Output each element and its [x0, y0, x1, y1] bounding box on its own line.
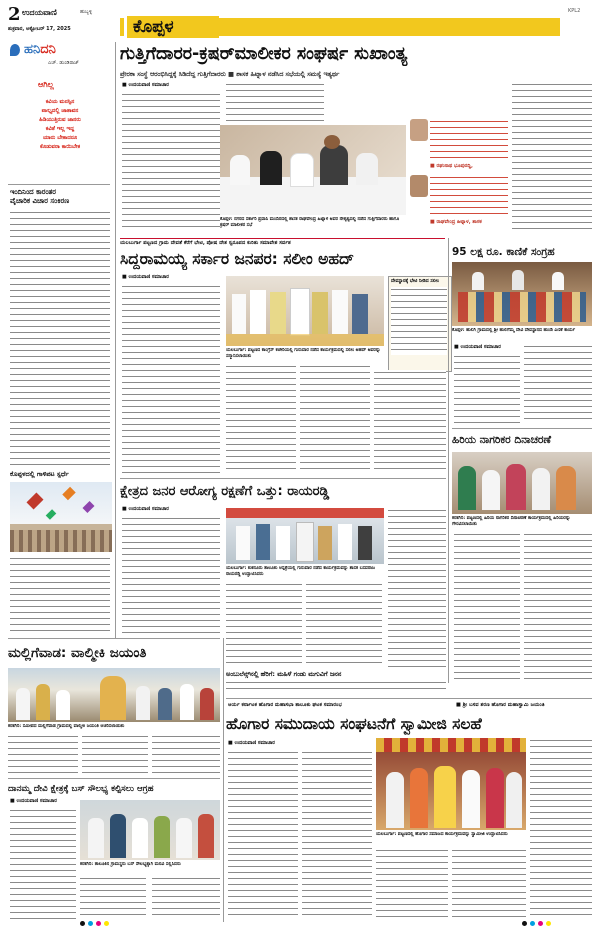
lead-col-1	[122, 92, 220, 230]
poem-line: ಯಾರು ಬೇಕಾದರೂ	[42, 135, 78, 141]
hogara-caption: ಯಲಬುರ್ಗಾ: ಪಟ್ಟಣದಲ್ಲಿ ಹೊಗಾರ ಸಮಾಜದ ಕಾರ್ಯಕ್ರಮವನ್ನು ಸ್ವಾಮೀಜಿ ಉದ್ಘಾಟಿಸಿದರು	[376, 832, 508, 837]
masthead	[0, 0, 600, 38]
hogara-kicker: ಆರ್ಯ ಕರ್ನಾಟಕ ಹೊಗಾರ ಮಹಾಸಭಾ ತಾಲೂಕು ಘಟಕ ಸಮಾರಂಭ	[228, 702, 342, 708]
malli-caption: ಕನಕಗಿರಿ: ಸಮೀಪದ ಮಲ್ಲಿಗೆವಾಡ ಗ್ರಾಮದಲ್ಲಿ ವಾಲ್ಮೀಕಿ ಜಯಂತಿ ಆಚರಿಸಲಾಯಿತು	[8, 724, 125, 729]
registration-marks-left	[80, 921, 120, 927]
hogara-col-4	[452, 848, 526, 920]
lead-col-right	[512, 82, 592, 232]
paper-name: ಉದಯವಾಣಿ	[22, 8, 57, 17]
raya-photo	[226, 508, 384, 564]
quote2-photo	[410, 175, 428, 197]
lead-headline: ಗುತ್ತಿಗೆದಾರರ-ಕ್ರಷರ್‌ಮಾಲೀಕರ ಸಂಘರ್ಷ ಸುಖಾಂತ್ಯ	[120, 44, 408, 64]
banner-byline: ■ ಉದಯವಾಣಿ ಸಮಾಚಾರ	[122, 274, 169, 280]
lead-subhead: ಪ್ರೇರಕಾ ಸಂಸ್ಥೆ ಆರಂಭಿಸಿದ್ದಕ್ಕೆ ಸಿಡಿದೆದ್ದ ಗುತ್ತಿಗೆದಾರರು ■ ಶಾಸಕ ಹಿಟ್ನಾಳ ನಡೆಸಿದ ಸಭೆಯಲ್ಲಿ ಸಮಸ್ಯೆ ಇತ್ಯರ್ಥ	[120, 70, 340, 78]
poem-line: ಹಿಡಿಯುತ್ತಿರುವ ಜಾನರು	[39, 117, 81, 123]
danam-col-1	[10, 808, 76, 920]
banner-headline: ಸಿದ್ದರಾಮಯ್ಯ ಸರ್ಕಾರ ಜನಪರ: ಸಲೀಂ ಅಹದ್	[120, 250, 355, 268]
malli-photo	[8, 668, 220, 722]
left-story-body	[10, 210, 110, 468]
lead-quote-box	[410, 115, 508, 231]
hanidani-brand	[24, 42, 56, 57]
raya-headline: ಕ್ಷೇತ್ರದ ಜನರ ಆರೋಗ್ಯ ರಕ್ಷಣೆಗೆ ಒತ್ತು: ರಾಯರಡ್ಡಿ	[120, 484, 330, 499]
banner-box	[388, 276, 452, 372]
kite-story-body	[10, 556, 110, 634]
quote2-name: ■ ರಾಘವೇಂದ್ರ ಹಿಟ್ನಾಳ, ಶಾಸಕ	[430, 219, 482, 225]
issue-date: ಶುಕ್ರವಾರ, ಅಕ್ಟೋಬರ್ 17, 2025	[8, 26, 71, 32]
danam-byline: ■ ಉದಯವಾಣಿ ಸಮಾಚಾರ	[10, 798, 57, 804]
banner-box-title: ದೇವಸ್ಥಾನಕ್ಕೆ ಭೇಟಿ ನೀಡಿದ ಸಲೀಂ	[391, 279, 440, 284]
raya-col-3	[306, 582, 382, 668]
hogara-kicker-2: ■ ಶ್ರೀ ಬಸವ ಶರಣ ಹೊಗಾರ ಮಹಾಸ್ವಾಮಿ ಜಯಂತಿ	[456, 702, 545, 708]
poem-line: ಕೊಡುವರಾ ಕಾಯಿಬೇಕ	[39, 144, 81, 150]
hogara-col-1	[228, 750, 298, 920]
left-story-title-1: ಇಂದಿನಿಂದ ಕಾರಂತರ	[10, 188, 56, 196]
malli-body-2	[82, 734, 148, 776]
raya-caption: ಯಲಬುರ್ಗಾ: ಕುಕನೂರು ತಾಲೂಕು ಆಸ್ಪತ್ರೆಯಲ್ಲಿ ಗುರುವಾರ ನಡೆದ ಕಾರ್ಯಕ್ರಮವನ್ನು ಶಾಸಕ ಬಸವರಾಜ ರಾಯರಡ್ಡಿ ಉದ್ಘಾಟಿಸಿದರು	[226, 566, 375, 577]
hogara-photo	[376, 738, 526, 830]
banner-photo	[226, 276, 384, 346]
raya-byline: ■ ಉದಯವಾಣಿ ಸಮಾಚಾರ	[122, 506, 169, 512]
right-col-body-2	[524, 344, 592, 424]
hanidani-author: ಎಚ್. ಡುಂಡಿರಾಜ್	[48, 60, 79, 66]
page-number: 2	[8, 4, 21, 25]
hogara-col-2	[302, 750, 372, 920]
hanidani-logo-drop	[10, 44, 20, 56]
danam-col-3	[152, 876, 220, 920]
danam-headline: ದಾನಮ್ಮ ದೇವಿ ಕ್ಷೇತ್ರಕ್ಕೆ ಬಸ್ ಸೌಲಭ್ಯ ಕಲ್ಪಿಸಲು ಆಗ್ರಹ	[8, 784, 154, 794]
section-title: ಕೊಪ್ಪಳ	[133, 17, 174, 37]
hanidani-box	[8, 42, 110, 182]
banner-col-4	[374, 370, 446, 474]
quote1-name: ■ ರಘುನಾಥ ಭೂಪುರದ್ದಿ,	[430, 163, 473, 169]
elders-photo	[452, 452, 592, 514]
section-title-box	[124, 16, 219, 38]
right-headline-2: ಹಿರಿಯ ನಾಗರಿಕರ ದಿನಾಚರಣೆ	[452, 434, 552, 446]
quote1-photo	[410, 119, 428, 141]
raya-col-4	[388, 508, 446, 668]
danam-caption: ಕನಕಗಿರಿ: ತಾಲೂಕಿನ ಗ್ರಾಮಸ್ಥರು ಬಸ್ ಸೌಲಭ್ಯಕ್ಕಾಗಿ ಮನವಿ ಸಲ್ಲಿಸಿದರು	[80, 862, 181, 867]
kite-photo-title: ಕೊಪ್ಪಳದಲ್ಲಿ ಗಾಳಿಪಟ ಸ್ಪರ್ಧೆ	[10, 470, 69, 478]
danam-col-2	[80, 876, 146, 920]
raya-col-2	[226, 582, 302, 668]
poem-line: ಪಾಲ್ತ್ಯದಲ್ಲಿ ಜಾತಾವನ	[41, 108, 79, 114]
right-byline-1: ■ ಉದಯವಾಣಿ ಸಮಾಚಾರ	[454, 344, 501, 350]
hogara-byline: ■ ಉದಯವಾಣಿ ಸಮಾಚಾರ	[228, 740, 275, 746]
left-story-title-2: ವೈಚಾರಿಕ ವಿಚಾರ ಸಂಕಿರಣ	[10, 197, 70, 205]
hundi-caption: ಕೊಪ್ಪಳ: ಹುಲಿಗಿ ಗ್ರಾಮದಲ್ಲಿ ಶ್ರೀ ಹುಲಿಗೆಮ್ಮ ದೇವಿ ದೇವಸ್ಥಾನದ ಹುಂಡಿ ಎಣಿಕೆ ಕಾರ್ಯ	[452, 328, 576, 333]
lead-byline: ■ ಉದಯವಾಣಿ ಸಮಾಚಾರ	[122, 82, 169, 88]
ambulance-headline: ಅಂಬುಲೆನ್ಸ್‌ನಲ್ಲಿ ಹೆರಿಗೆ: ಮಹಿಳೆ ಗಂಡು ಮಗುವಿಗೆ ಜನನ	[226, 670, 342, 678]
banner-kicker: ಯಲಬುರ್ಗಾ ಪಟ್ಟಣದ ಗ್ರಾಮ ದೇವತೆ ಕೆರೆಗೆ ಭೇಟಿ, ಪೋಷ ದೇಶ ಸ್ವರೂಪದ ಕುರಿತು ಸಮಾವೇಶ ಸರ್ವಶ	[120, 238, 445, 247]
danam-photo	[80, 800, 220, 860]
edition: ಹುಬ್ಬಳ್ಳಿ	[80, 9, 93, 15]
right-col-body-3	[454, 532, 520, 680]
lead-col-2	[226, 82, 324, 122]
malli-body-1	[8, 734, 78, 776]
raya-col-1	[122, 516, 220, 636]
hogara-headline: ಹೊಗಾರ ಸಮುದಾಯ ಸಂಘಟನೆಗೆ ಸ್ವಾಮೀಜಿ ಸಲಹೆ	[226, 715, 482, 733]
right-headline-1: 95 ಲಕ್ಷ ರೂ. ಕಾಣಿಕೆ ಸಂಗ್ರಹ	[452, 246, 555, 258]
right-col-body-4	[524, 532, 592, 680]
banner-col-2	[226, 364, 296, 474]
left-story-title	[10, 188, 110, 206]
elders-caption: ಕನಕಗಿರಿ: ಪಟ್ಟಣದಲ್ಲಿ ಹಿರಿಯ ನಾಗರಿಕರ ದಿನಾಚರಣೆ ಕಾರ್ಯಕ್ರಮದಲ್ಲಿ ಹಿರಿಯರನ್ನು ಗೌರವಿಸಲಾಯಿತು	[452, 516, 571, 527]
banner-photo-caption: ಯಲಬುರ್ಗಾ: ಪಟ್ಟಣದ ಕಾಂಗ್ರೆಸ್ ಕಚೇರಿಯಲ್ಲಿ ಗುರುವಾರ ನಡೆದ ಕಾರ್ಯಕ್ರಮದಲ್ಲಿ ಸಲೀಂ ಅಹದ್ ಅವರನ್ನು ಸನ್ಮಾನಿಸಲಾಯಿತು	[226, 348, 381, 359]
kite-photo	[10, 482, 112, 552]
hanidani-poem-title: ಆಗಿಲ್ಲ	[38, 80, 54, 89]
lead-photo-caption: ಕೊಪ್ಪಳ: ನಗರದ ಸರ್ಕಾರಿ ಪ್ರವಾಸಿ ಮಂದಿರದಲ್ಲಿ ಶಾಸಕ ರಾಘವೇಂದ್ರ ಹಿಟ್ನಾಳ ಅವರ ನೇತೃತ್ವದಲ್ಲಿ ನಡೆದ ಗುತ್ತಿಗೆದಾರರು ಹಾಗೂ ಕ್ರಷರ್ ಮಾಲೀಕರ ಸಭೆ	[220, 217, 400, 228]
page-code: KPL2	[568, 8, 581, 14]
hogara-col-3	[376, 848, 448, 920]
lead-photo	[220, 125, 406, 215]
registration-marks	[522, 921, 582, 927]
banner-col-3	[300, 364, 370, 474]
hanidani-poem	[14, 98, 106, 152]
poem-line: ಕವಿಯ ಮನಸ್ಸಿನ	[45, 99, 75, 105]
malli-headline: ಮಲ್ಲಿಗೆವಾಡ: ವಾಲ್ಮೀಕಿ ಜಯಂತಿ	[8, 645, 147, 661]
hanidani-brand-a: ಹನಿ	[24, 42, 41, 57]
right-col-body-1	[454, 354, 520, 424]
poem-line: ಕವಿತೆ ಇಲ್ಲ ಇದ್ದ	[45, 126, 75, 132]
banner-col-1	[122, 284, 220, 474]
hogara-col-right	[530, 738, 592, 920]
hundi-photo	[452, 262, 592, 326]
hanidani-brand-b: ದನಿ	[40, 42, 56, 57]
malli-body-3	[152, 734, 220, 776]
ambulance-body	[226, 680, 446, 694]
